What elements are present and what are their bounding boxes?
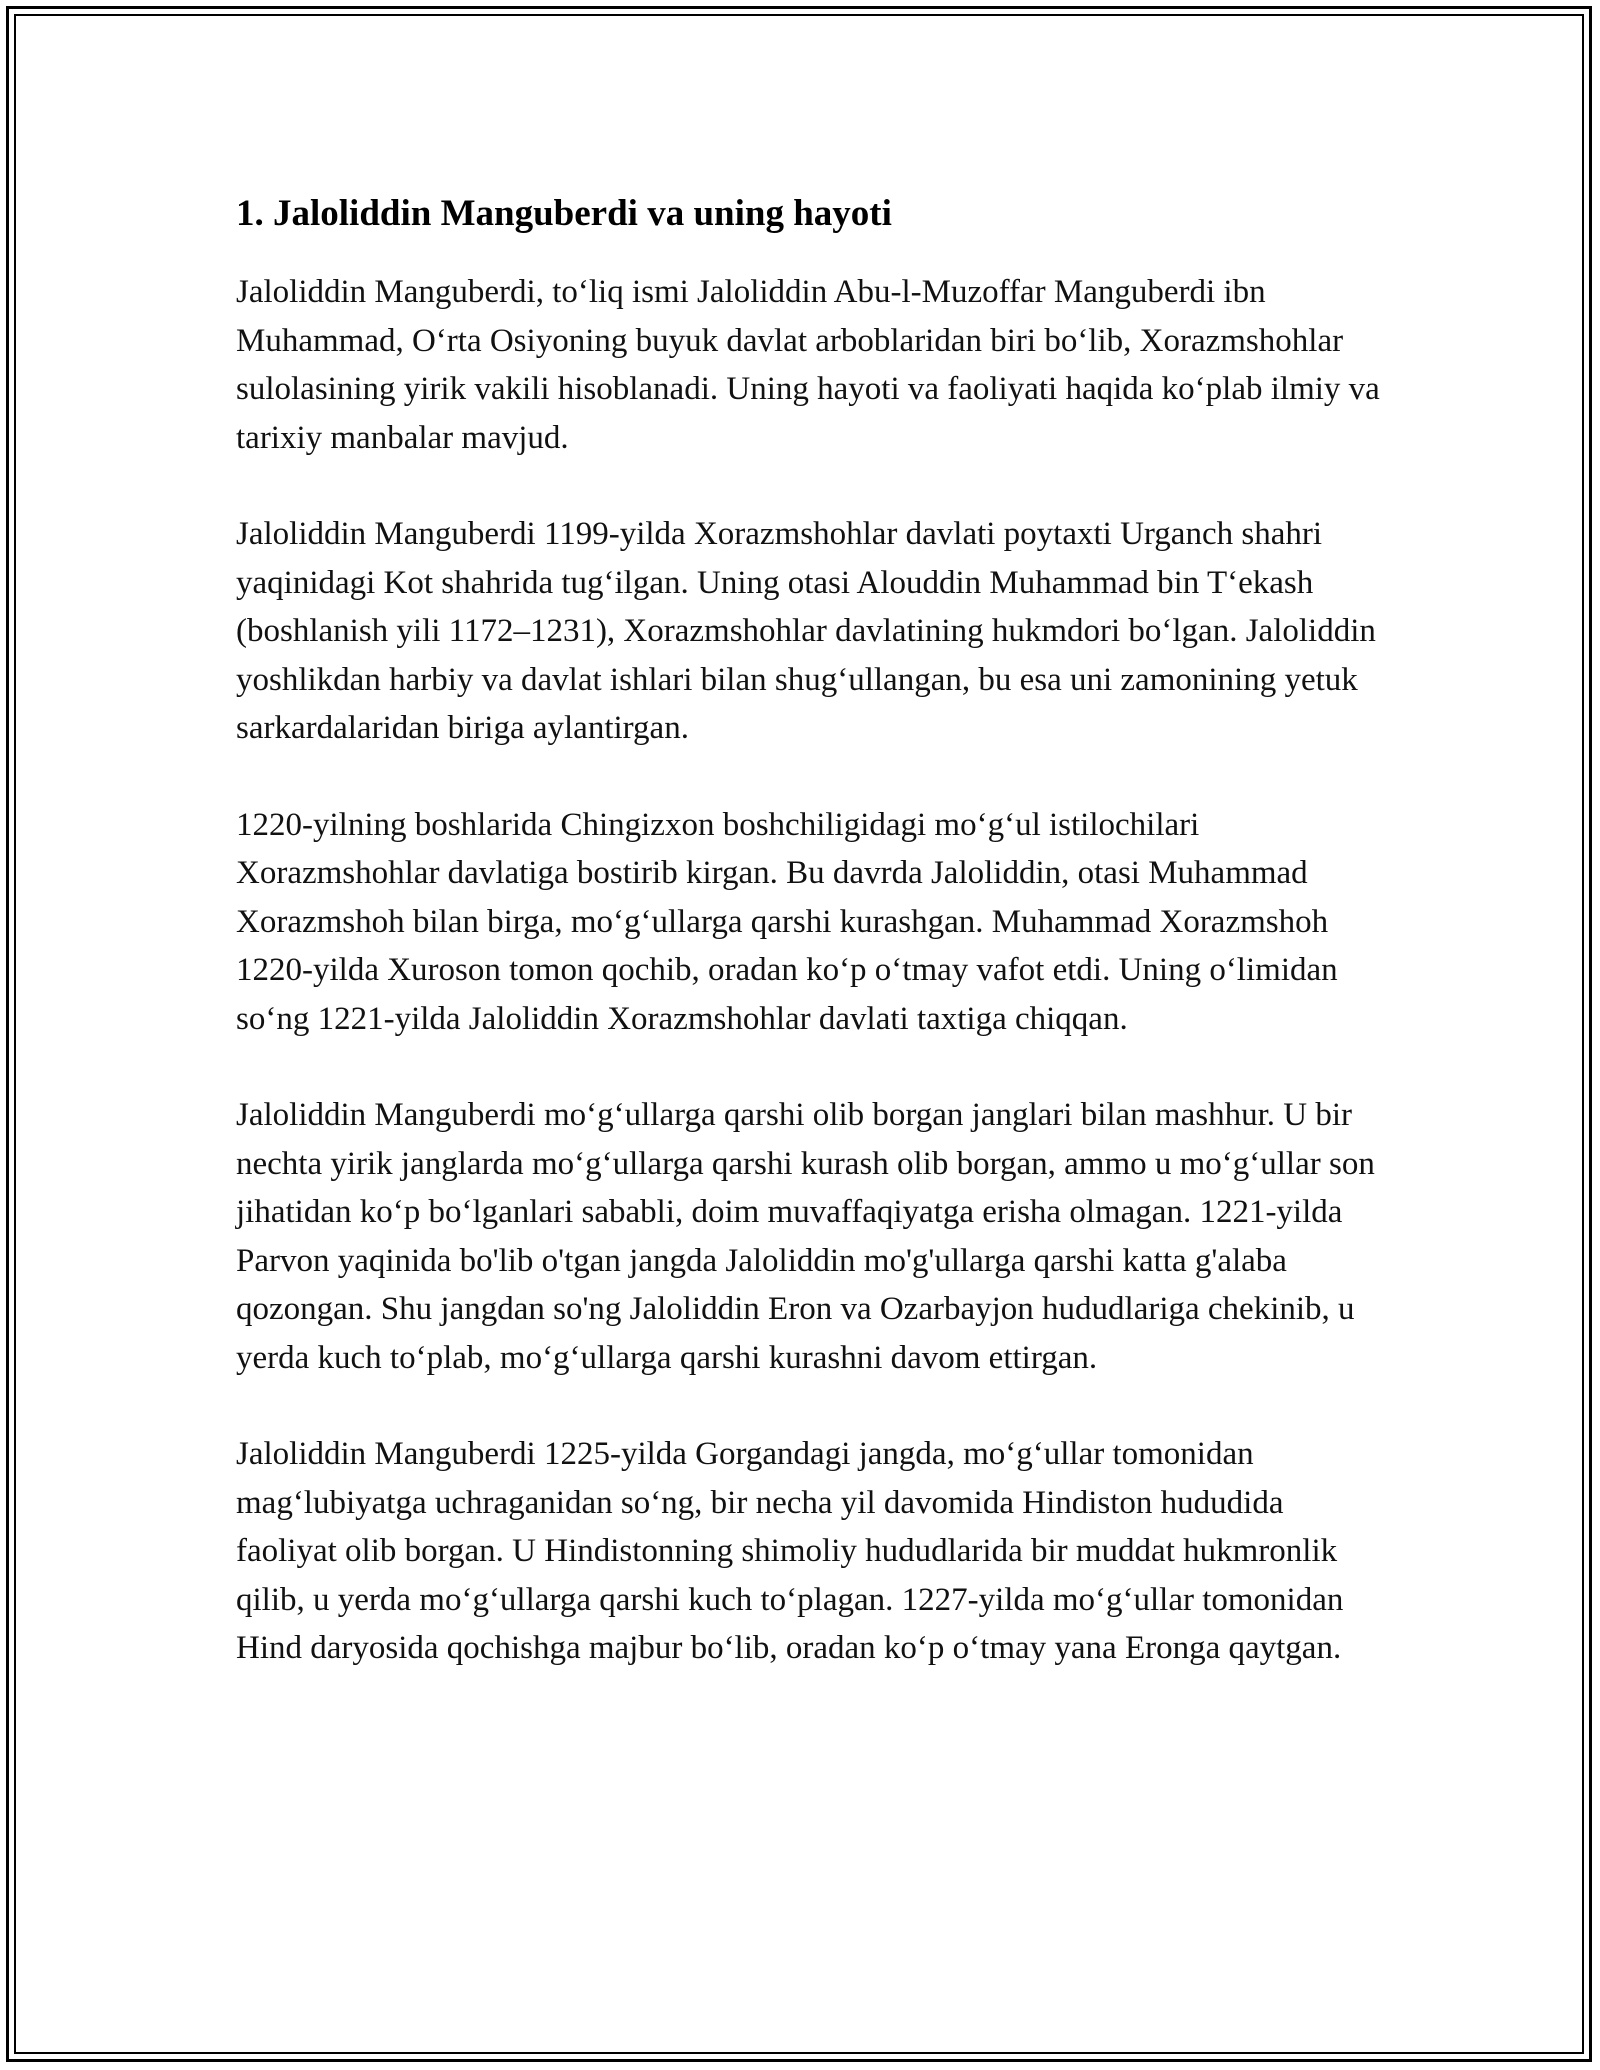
paragraph-mongol-invasion: 1220-yilning boshlarida Chingizxon boshchiligidagi mo‘g‘ul istilochilari Xorazmshohlar davlatiga bostirib kirgan. Bu davrda Jaloliddin, otasi Muhammad Xorazmshoh bilan birga, mo‘g‘ullarga qarshi kurashgan. Muhammad Xorazmshoh 1220-yilda Xuroson tomon qochib, oradan ko‘p o‘tmay vafot etdi. Uning o‘limidan so‘ng 1221-yilda Jaloliddin Xorazmshohlar davlati taxtiga chiqqan.	[236, 806, 1338, 1037]
document-body	[236, 186, 1386, 1721]
section-heading: 1. Jaloliddin Manguberdi va uning hayoti	[236, 193, 892, 234]
paragraph-india: Jaloliddin Manguberdi 1225-yilda Gorgandagi jangda, mo‘g‘ullar tomonidan mag‘lubiyatga uchraganidan so‘ng, bir necha yil davomida Hindiston hududida faoliyat olib borgan. U Hindistonning shimoliy hududlarida bir muddat hukmronlik qilib, u yerda mo‘g‘ullarga qarshi kuch to‘plagan. 1227-yilda mo‘g‘ullar tomonidan Hind daryosida qochishga majbur bo‘lib, oradan ko‘p o‘tmay yana Eronga qaytgan.	[236, 1436, 1344, 1666]
paragraph-battles: Jaloliddin Manguberdi mo‘g‘ullarga qarshi olib borgan janglari bilan mashhur. U bir nechta yirik janglarda mo‘g‘ullarga qarshi kurash olib borgan, ammo u mo‘g‘ullar son jihatidan ko‘p bo‘lganlari sababli, doim muvaffaqiyatga erisha olmagan. 1221-yilda Parvon yaqinida bo'lib o'tgan jangda Jaloliddin mo'g'ullarga qarshi katta g'alaba qozongan. Shu jangdan so'ng Jaloliddin Eron va Ozarbayjon hududlariga chekinib, u yerda kuch to‘plab, mo‘g‘ullarga qarshi kurashni davom ettirgan.	[236, 1097, 1375, 1376]
paragraph-birth: Jaloliddin Manguberdi 1199-yilda Xorazmshohlar davlati poytaxti Urganch shahri yaqinidagi Kot shahrida tug‘ilgan. Uning otasi Alouddin Muhammad bin T‘ekash (boshlanish yili 1172–1231), Xorazmshohlar davlatining hukmdori bo‘lgan. Jaloliddin yoshlikdan harbiy va davlat ishlari bilan shug‘ullangan, bu esa uni zamonining yetuk sarkardalaridan biriga aylantirgan.	[236, 516, 1376, 746]
paragraph-intro: Jaloliddin Manguberdi, to‘liq ismi Jaloliddin Abu-l-Muzoffar Manguberdi ibn Muhammad, O‘rta Osiyoning buyuk davlat arboblaridan biri bo‘lib, Xorazmshohlar sulolasining yirik vakili hisoblanadi. Uning hayoti va faoliyati haqida ko‘plab ilmiy va tarixiy manbalar mavjud.	[236, 274, 1380, 456]
